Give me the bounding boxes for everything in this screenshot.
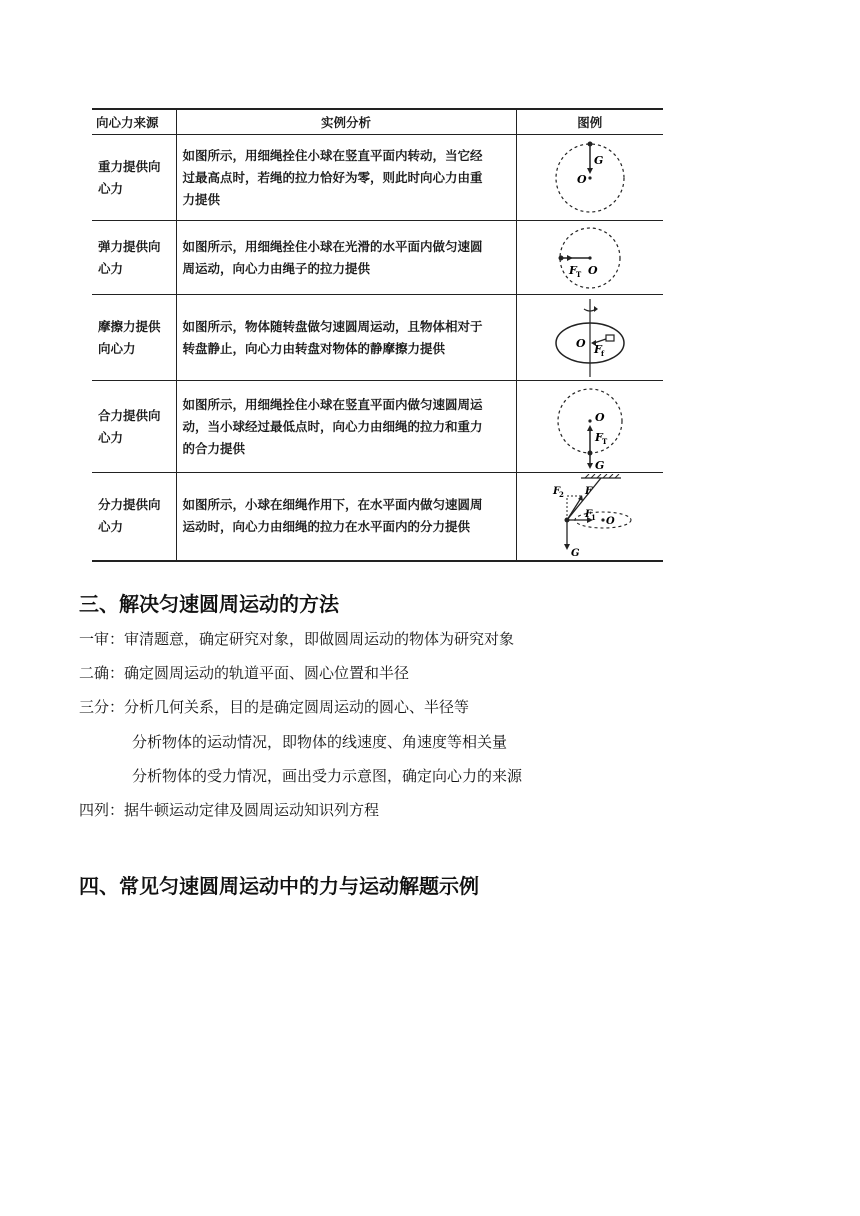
svg-text:F: F [584, 486, 592, 498]
svg-text:G: G [594, 458, 605, 471]
friction-diagram [550, 297, 630, 379]
svg-text:2: 2 [558, 490, 564, 500]
svg-text:F: F [593, 342, 602, 356]
svg-text:O: O [576, 172, 587, 186]
svg-text:O: O [605, 516, 615, 528]
table-row [92, 473, 663, 561]
table-row [92, 221, 663, 295]
section4-title: 四、常见匀速圆周运动中的力与运动解题示例 [79, 874, 479, 898]
svg-text:O: O [594, 410, 605, 424]
row-analysis: 如图所示，用细绳拴住小球在竖直平面内做匀速圆周运 动，当小球经过最低点时，向心力由细绳的拉力和重力 的合力提供 [176, 381, 516, 473]
row-figure [516, 135, 663, 221]
row-analysis: 如图所示，物体随转盘做匀速圆周运动，且物体相对于 转盘静止，向心力由转盘对物体的静摩擦力提供 [176, 295, 516, 381]
gravity-diagram [550, 138, 630, 218]
step-1: 一审：审清题意，确定研究对象，即做圆周运动的物体为研究对象 [79, 630, 515, 648]
svg-text:T: T [575, 269, 581, 279]
step-3: 三分：分析几何关系，目的是确定圆周运动的圆心、半径等 [79, 698, 470, 716]
step-2: 二确：确定圆周运动的轨道平面、圆心位置和半径 [79, 664, 410, 682]
resultant-force-diagram [550, 383, 630, 471]
table-header-row [92, 109, 663, 135]
row-figure [516, 221, 663, 295]
row-source: 分力提供向 心力 [92, 473, 176, 561]
section3-title: 三、解决匀速圆周运动的方法 [79, 592, 339, 616]
row-figure [516, 473, 663, 561]
header-analysis: 实例分析 [176, 109, 516, 135]
svg-text:O: O [587, 263, 598, 277]
row-source: 合力提供向 心力 [92, 381, 176, 473]
svg-text:F: F [594, 430, 603, 444]
row-source: 摩擦力提供 向心力 [92, 295, 176, 381]
force-source-table [92, 108, 663, 562]
header-figure: 图例 [516, 109, 663, 135]
step-3-detail-motion: 分析物体的运动情况，即物体的线速度、角速度等相关量 [132, 733, 508, 751]
table-row [92, 295, 663, 381]
svg-text:1: 1 [590, 513, 596, 523]
force-source-table-container [92, 108, 663, 562]
component-force-diagram [545, 474, 635, 558]
svg-text:F: F [568, 263, 577, 277]
svg-text:T: T [601, 436, 607, 446]
svg-text:f: f [600, 348, 604, 358]
svg-text:G: G [570, 548, 580, 559]
svg-text:F: F [552, 486, 560, 498]
header-source: 向心力来源 [92, 109, 176, 135]
table-row [92, 381, 663, 473]
row-analysis: 如图所示，用细绳拴住小球在光滑的水平面内做匀速圆 周运动，向心力由绳子的拉力提供 [176, 221, 516, 295]
row-source: 重力提供向 心力 [92, 135, 176, 221]
svg-text:G: G [593, 153, 604, 167]
row-figure [516, 295, 663, 381]
row-analysis: 如图所示，小球在细绳作用下，在水平面内做匀速圆周 运动时，向心力由细绳的拉力在水平面内的分力提供 [176, 473, 516, 561]
step-4: 四列：据牛顿运动定律及圆周运动知识列方程 [79, 801, 380, 819]
row-analysis: 如图所示，用细绳拴住小球在竖直平面内转动，当它经 过最高点时，若绳的拉力恰好为零，则此时向心力由重 力提供 [176, 135, 516, 221]
table-row [92, 135, 663, 221]
svg-text:F: F [584, 509, 592, 521]
tension-diagram [555, 224, 625, 292]
step-3-detail-force: 分析物体的受力情况，画出受力示意图，确定向心力的来源 [132, 767, 523, 785]
svg-text:O: O [575, 336, 586, 350]
row-source: 弹力提供向 心力 [92, 221, 176, 295]
row-figure [516, 381, 663, 473]
